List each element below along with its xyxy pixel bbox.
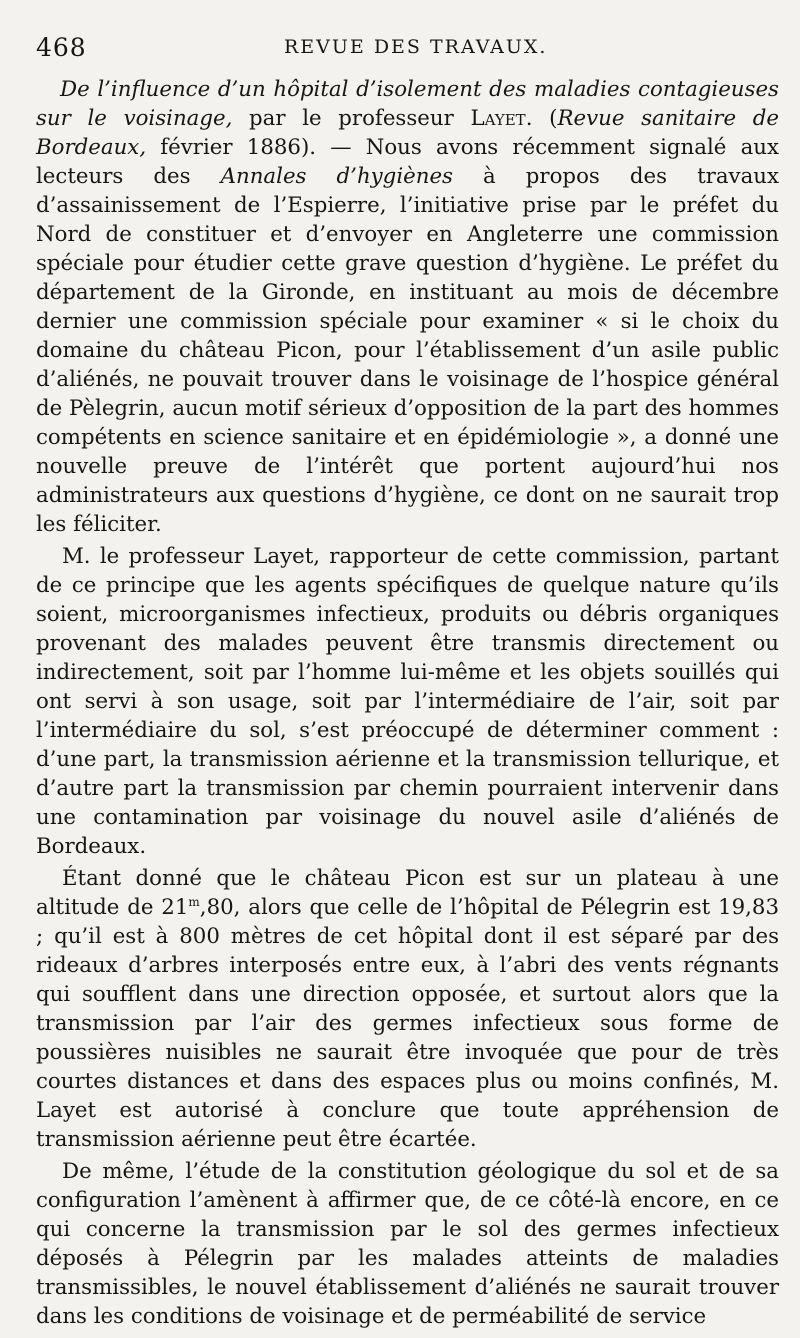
- paragraph-altitude-start: Étant donné que le château Picon est sur un plateau à une altitude de 21: [36, 866, 779, 920]
- source-date: février 1886). — Nous avons récemment signalé aux lecteurs des: [36, 135, 779, 189]
- byline-pre: par le professeur: [232, 106, 471, 131]
- byline-post: . (: [525, 106, 558, 131]
- paragraph-intro: [36, 75, 779, 539]
- paragraph-altitude: [36, 864, 779, 1154]
- article-title: De l’influence d’un hôpital d’isolement des maladies contagieuses sur le voisinage,: [36, 77, 779, 131]
- meter-superscript: m: [188, 894, 200, 909]
- article-body: [36, 75, 779, 1331]
- source-title: Revue sanitaire de Bordeaux,: [36, 106, 779, 160]
- paragraph-rapporteur: M. le professeur Layet, rapporteur de cette commission, partant de ce principe que les agents spécifiques de quelque nature qu’ils soient, microorganismes infectieux, produits ou débris organiques provenant des malades peuvent être transmis directement ou indirectement, soit par l’homme lui-même et les objets souillés qui ont servi à son usage, soit par l’intermédiaire de l’air, soit par l’intermédiaire du sol, s’est préoccupé de déterminer comment : d’une part, la transmission aérienne et la transmission tellurique, et d’autre part la transmission par chemin pourraient intervenir dans une contamination par voisinage du nouvel asile d’aliénés de Bordeaux.: [36, 544, 779, 859]
- paragraph-intro-rest: à propos des travaux d’assainissement de l’Espierre, l’initiative prise par le préfet du Nord de constituer et d’envoyer en Angleterre une commission spéciale pour étudier cette grave question d’hygiène. Le préfet du département de la Gironde, en instituant au mois de décembre dernier une commission spéciale pour examiner « si le choix du domaine du château Picon, pour l’établissement d’un asile public d’aliénés, ne pouvait trouver dans le voisinage de l’hospice général de Pèlegrin, aucun motif sérieux d’opposition de la part des hommes compétents en science sanitaire et en épidémiologie », a donné une nouvelle preuve de l’intérêt que portent aujourd’hui nos administrateurs aux questions d’hygiène, ce dont on ne saurait trop les féliciter.: [36, 164, 779, 537]
- page-header: [36, 33, 760, 63]
- paragraph-geology: De même, l’étude de la constitution géologique du sol et de sa configuration l’amènent à affirmer que, de ce côté-là encore, en ce qui concerne la transmission par le sol des germes infectieux déposés à Pélegrin par les malades atteints de maladies transmissibles, le nouvel établissement d’aliénés ne saurait trouver dans les conditions de voisinage et de perméabilité de service: [36, 1159, 779, 1329]
- author-name: Layet: [470, 106, 526, 131]
- running-head: REVUE DES TRAVAUX.: [284, 36, 548, 58]
- paragraph-altitude-rest: ,80, alors que celle de l’hôpital de Pélegrin est 19,83 ; qu’il est à 800 mètres de cet hôpital dont il est séparé par des rideaux d’arbres interposés entre eux, à l’abri des vents régnants qui soufflent dans une direction opposée, et surtout alors que la transmission par l’air des germes infectieux sous forme de poussières nuisibles ne saurait être invoquée que pour de très courtes distances et dans des espaces plus ou moins confinés, M. Layet est autorisé à conclure que toute appréhension de transmission aérienne peut être écartée.: [36, 895, 780, 1152]
- journal-name: Annales d’hygiènes: [220, 164, 453, 189]
- page-number: 468: [36, 33, 87, 62]
